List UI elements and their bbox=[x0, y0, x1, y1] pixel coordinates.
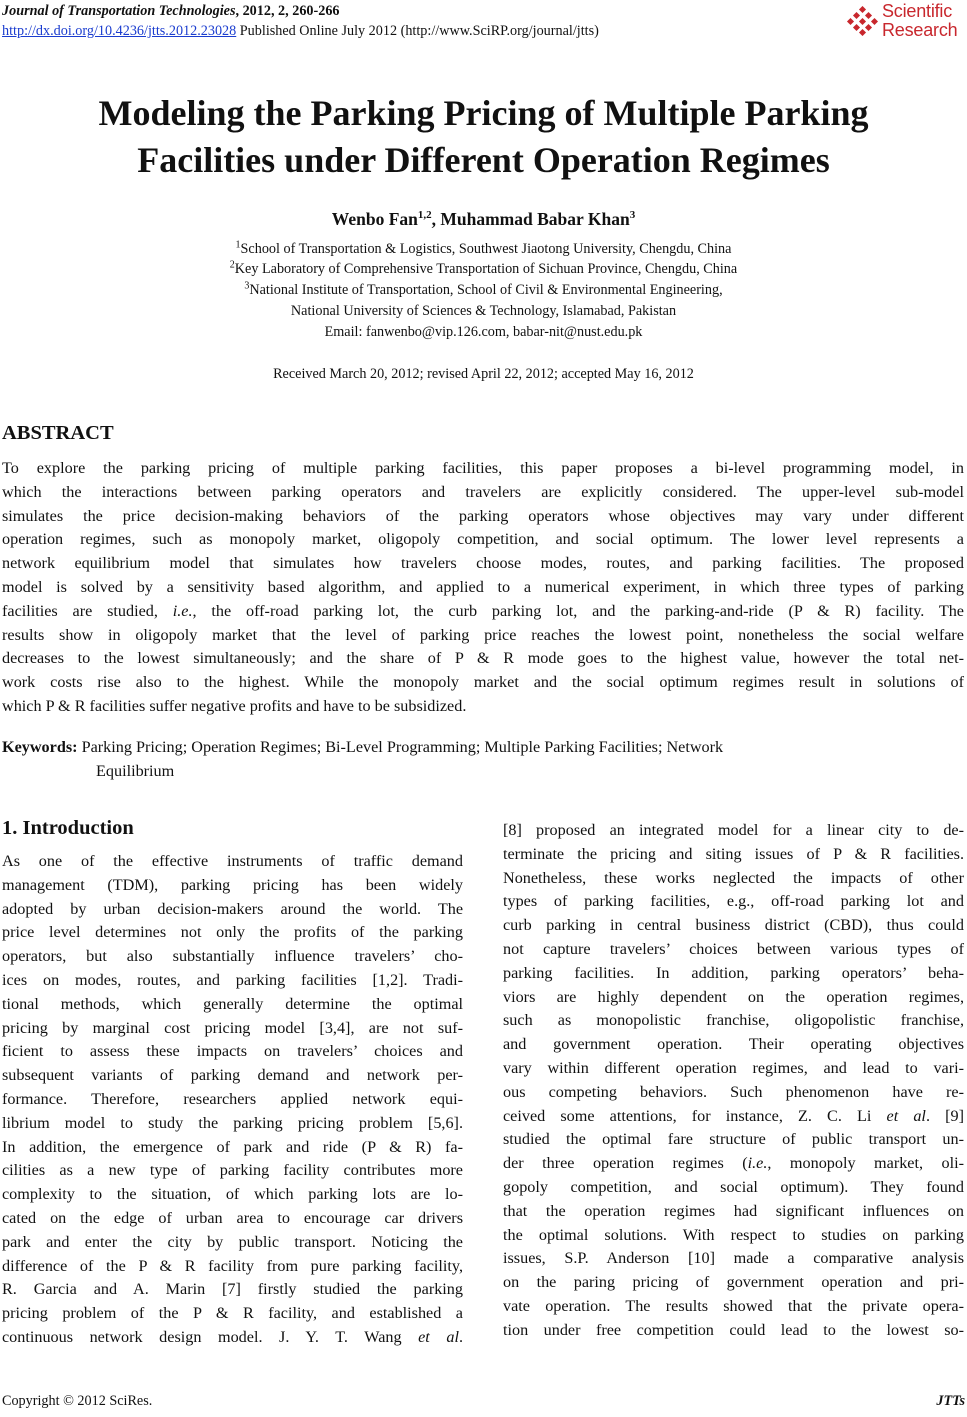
body-fragment: der three operation regimes ( bbox=[503, 1154, 748, 1173]
affil-3-sup: 3 bbox=[244, 280, 250, 292]
author-2-affil: 3 bbox=[629, 209, 636, 222]
keywords-label: Keywords: bbox=[2, 738, 78, 756]
abstract-line bbox=[2, 600, 964, 624]
body-fragment: . bbox=[458, 1327, 463, 1346]
body-fragment: ceived some attentions, for instance, Z. C. Li bbox=[503, 1106, 887, 1125]
body-line bbox=[2, 1326, 463, 1350]
body-line: ices on modes, routes, and parking facilities [1,2]. Tradi- bbox=[2, 970, 463, 989]
keywords bbox=[2, 735, 964, 783]
body-line: such as monopolistic franchise, oligopolistic franchise, bbox=[503, 1011, 964, 1030]
logo-line1: Scientific bbox=[882, 1, 953, 21]
body-italic: i.e. bbox=[747, 1154, 768, 1173]
abstract-heading: ABSTRACT bbox=[2, 422, 114, 444]
body-line: and government operation. Their operating objectives bbox=[503, 1035, 964, 1054]
body-line: parking facilities. In addition, parking operators’ beha- bbox=[503, 963, 964, 982]
body-line bbox=[503, 1152, 964, 1176]
body-line: pricing by marginal cost pricing model [3,4], are not suf- bbox=[2, 1018, 463, 1037]
body-line: Nonetheless, these works neglected the impacts of other bbox=[503, 868, 964, 887]
affil-2-text: Key Laboratory of Comprehensive Transportation of Sichuan Province, Chengdu, China bbox=[234, 261, 738, 277]
abstract-line: model is solved by a sensitivity based algorithm, and applied to a numerical experiment, in which three types of parking bbox=[2, 577, 964, 596]
body-line: curb parking in central business district (CBD), thus could bbox=[503, 916, 964, 935]
body-line: adopted by urban decision-makers around the world. The bbox=[2, 899, 463, 918]
body-line: librium model to study the parking pricing problem [5,6]. bbox=[2, 1113, 463, 1132]
body-line: management (TDM), parking pricing has been widely bbox=[2, 875, 463, 894]
body-line: tion under free competition could lead to the lowest so- bbox=[503, 1320, 964, 1339]
abstract-line: network equilibrium model that simulates how travelers choose modes, routes, and parking facilities. The proposed bbox=[2, 554, 964, 573]
received-dates: Received March 20, 2012; revised April 22, 2012; accepted May 16, 2012 bbox=[273, 366, 694, 382]
abstract-fragment: , the off-road parking lot, the curb parking lot, and the parking-and-ride (P & R) facility. The bbox=[192, 601, 964, 620]
author-1-affil: 1,2 bbox=[417, 209, 432, 222]
affil-3-text: National Institute of Transportation, School of Civil & Environmental Engineering, bbox=[249, 282, 723, 298]
affil-1-sup: 1 bbox=[235, 239, 241, 251]
title-line1: Modeling the Parking Pricing of Multiple Parking bbox=[98, 93, 869, 133]
body-line: In addition, the emergence of park and ride (P & R) fa- bbox=[2, 1137, 463, 1156]
doi-link[interactable]: http://dx.doi.org/10.4236/jtts.2012.23028 bbox=[2, 23, 237, 39]
body-line bbox=[503, 1105, 964, 1129]
body-line: types of parking facilities, e.g., off-road parking lot and bbox=[503, 892, 964, 911]
paper-title bbox=[0, 90, 967, 184]
journal-abbreviation: JTTs bbox=[936, 1393, 965, 1409]
body-line: park and enter the city by public transport. Noticing the bbox=[2, 1232, 463, 1251]
body-line: on the paring pricing of government operation and pri- bbox=[503, 1273, 964, 1292]
affiliation-2 bbox=[0, 259, 967, 280]
body-line: terminate the pricing and siting issues of P & R facilities. bbox=[503, 844, 964, 863]
abstract-line: work costs rise also to the highest. While the monopoly market and the social optimum regimes result in solutions of bbox=[2, 673, 964, 692]
copyright-notice: Copyright © 2012 SciRes. bbox=[2, 1393, 153, 1409]
body-line: [8] proposed an integrated model for a linear city to de- bbox=[503, 821, 964, 839]
section-heading-introduction: 1. Introduction bbox=[2, 817, 134, 839]
body-line: cated on the edge of urban area to encourage car drivers bbox=[2, 1208, 463, 1227]
author-1: Wenbo Fan bbox=[331, 209, 418, 229]
body-line: cilities as a new type of parking facility contributes more bbox=[2, 1161, 463, 1180]
body-line: issues, S.P. Anderson [10] made a comparative analysis bbox=[503, 1249, 964, 1268]
body-line: formance. Therefore, researchers applied network equi- bbox=[2, 1089, 463, 1108]
journal-header bbox=[2, 2, 340, 20]
abstract-fragment: facilities are studied, bbox=[2, 601, 173, 620]
abstract-italic: i.e. bbox=[172, 601, 193, 620]
title-line2: Facilities under Different Operation Regimes bbox=[137, 140, 830, 180]
scientific-research-logo bbox=[846, 2, 966, 42]
body-line: ous competing behaviors. Such phenomenon have re- bbox=[503, 1082, 964, 1101]
body-italic: et al bbox=[886, 1106, 926, 1125]
body-line: the optimal solutions. With respect to studies on parking bbox=[503, 1225, 964, 1244]
body-line: R. Garcia and A. Marin [7] firstly studied the parking bbox=[2, 1280, 463, 1299]
keywords-line2: Equilibrium bbox=[96, 762, 175, 780]
body-italic: et al bbox=[418, 1327, 459, 1346]
body-line: viors are highly dependent on the operation regimes, bbox=[503, 987, 964, 1006]
logo-diamond-icon bbox=[846, 6, 878, 36]
body-fragment: , monopoly market, oli- bbox=[767, 1154, 964, 1173]
author-emails: Email: fanwenbo@vip.126.com, babar-nit@nust.edu.pk bbox=[324, 324, 643, 340]
body-line: tional methods, which generally determine the optimal bbox=[2, 994, 463, 1013]
logo-line2: Research bbox=[882, 20, 958, 40]
body-line: ficient to assess these impacts on travelers’ choices and bbox=[2, 1042, 463, 1061]
author-separator: , bbox=[431, 209, 441, 229]
body-line: As one of the effective instruments of traffic demand bbox=[2, 852, 463, 870]
journal-info: , 2012, 2, 260-266 bbox=[235, 3, 340, 19]
doi-line bbox=[2, 22, 599, 40]
journal-name: Journal of Transportation Technologies bbox=[2, 3, 236, 19]
abstract-line: which P & R facilities suffer negative profits and have to be subsidized. bbox=[2, 696, 467, 715]
abstract-line: results show in oligopoly market that the level of parking price reaches the lowest point, nonetheless the social welfare bbox=[2, 625, 964, 644]
abstract-body bbox=[2, 457, 964, 719]
affiliation-1 bbox=[0, 239, 967, 260]
keywords-line1: Parking Pricing; Operation Regimes; Bi-Level Programming; Multiple Parking Facilities; Network bbox=[77, 738, 724, 756]
body-line: price level determines not only the profits of the parking bbox=[2, 923, 463, 942]
body-line: subsequent variants of parking demand and network per- bbox=[2, 1066, 463, 1085]
body-line: gopoly competition, and social optimum). They found bbox=[503, 1177, 964, 1196]
body-fragment: . [9] bbox=[925, 1106, 964, 1125]
body-line: not capture travelers’ choices between various types of bbox=[503, 939, 964, 958]
left-column bbox=[2, 850, 463, 1350]
affil-2-sup: 2 bbox=[229, 259, 235, 271]
abstract-line: To explore the parking pricing of multiple parking facilities, this paper proposes a bi-level programming model, in bbox=[2, 459, 964, 477]
affiliation-3b: National University of Sciences & Technology, Islamabad, Pakistan bbox=[290, 303, 677, 319]
abstract-line: simulates the price decision-making behaviors of the parking operators whose objectives may vary under different bbox=[2, 506, 964, 525]
body-line: complexity to the situation, of which parking lots are lo- bbox=[2, 1185, 463, 1204]
body-fragment: continuous network design model. J. Y. T. Wang bbox=[2, 1327, 419, 1346]
body-line: pricing problem of the P & R facility, and established a bbox=[2, 1304, 463, 1323]
affil-1-text: School of Transportation & Logistics, Southwest Jiaotong University, Chengdu, China bbox=[240, 241, 732, 257]
body-line: studied the optimal fare structure of public transport un- bbox=[503, 1130, 964, 1149]
body-line: vary within different operation regimes, and lead to vari- bbox=[503, 1058, 964, 1077]
author-2: Muhammad Babar Khan bbox=[440, 209, 630, 229]
abstract-line: decreases to the lowest simultaneously; and the share of P & R mode goes to the highest value, however the total net- bbox=[2, 649, 964, 668]
body-line: difference of the P & R facility from pure parking facility, bbox=[2, 1256, 463, 1275]
abstract-line: which the interactions between parking operators and travelers are explicitly considered. The upper-level sub-model bbox=[2, 482, 964, 501]
right-column bbox=[503, 819, 964, 1343]
authors bbox=[0, 208, 967, 230]
affiliation-3 bbox=[0, 280, 967, 301]
body-line: that the operation regimes had significant influences on bbox=[503, 1201, 964, 1220]
body-line: vate operation. The results showed that the private opera- bbox=[503, 1296, 964, 1315]
logo-wordmark bbox=[882, 2, 957, 40]
body-line: operators, but also substantially influence travelers’ cho- bbox=[2, 947, 463, 966]
published-info: Published Online July 2012 (http://www.SciRP.org/journal/jtts) bbox=[236, 23, 599, 39]
abstract-line: operation regimes, such as monopoly market, oligopoly competition, and social optimum. The lower level represents a bbox=[2, 530, 964, 549]
